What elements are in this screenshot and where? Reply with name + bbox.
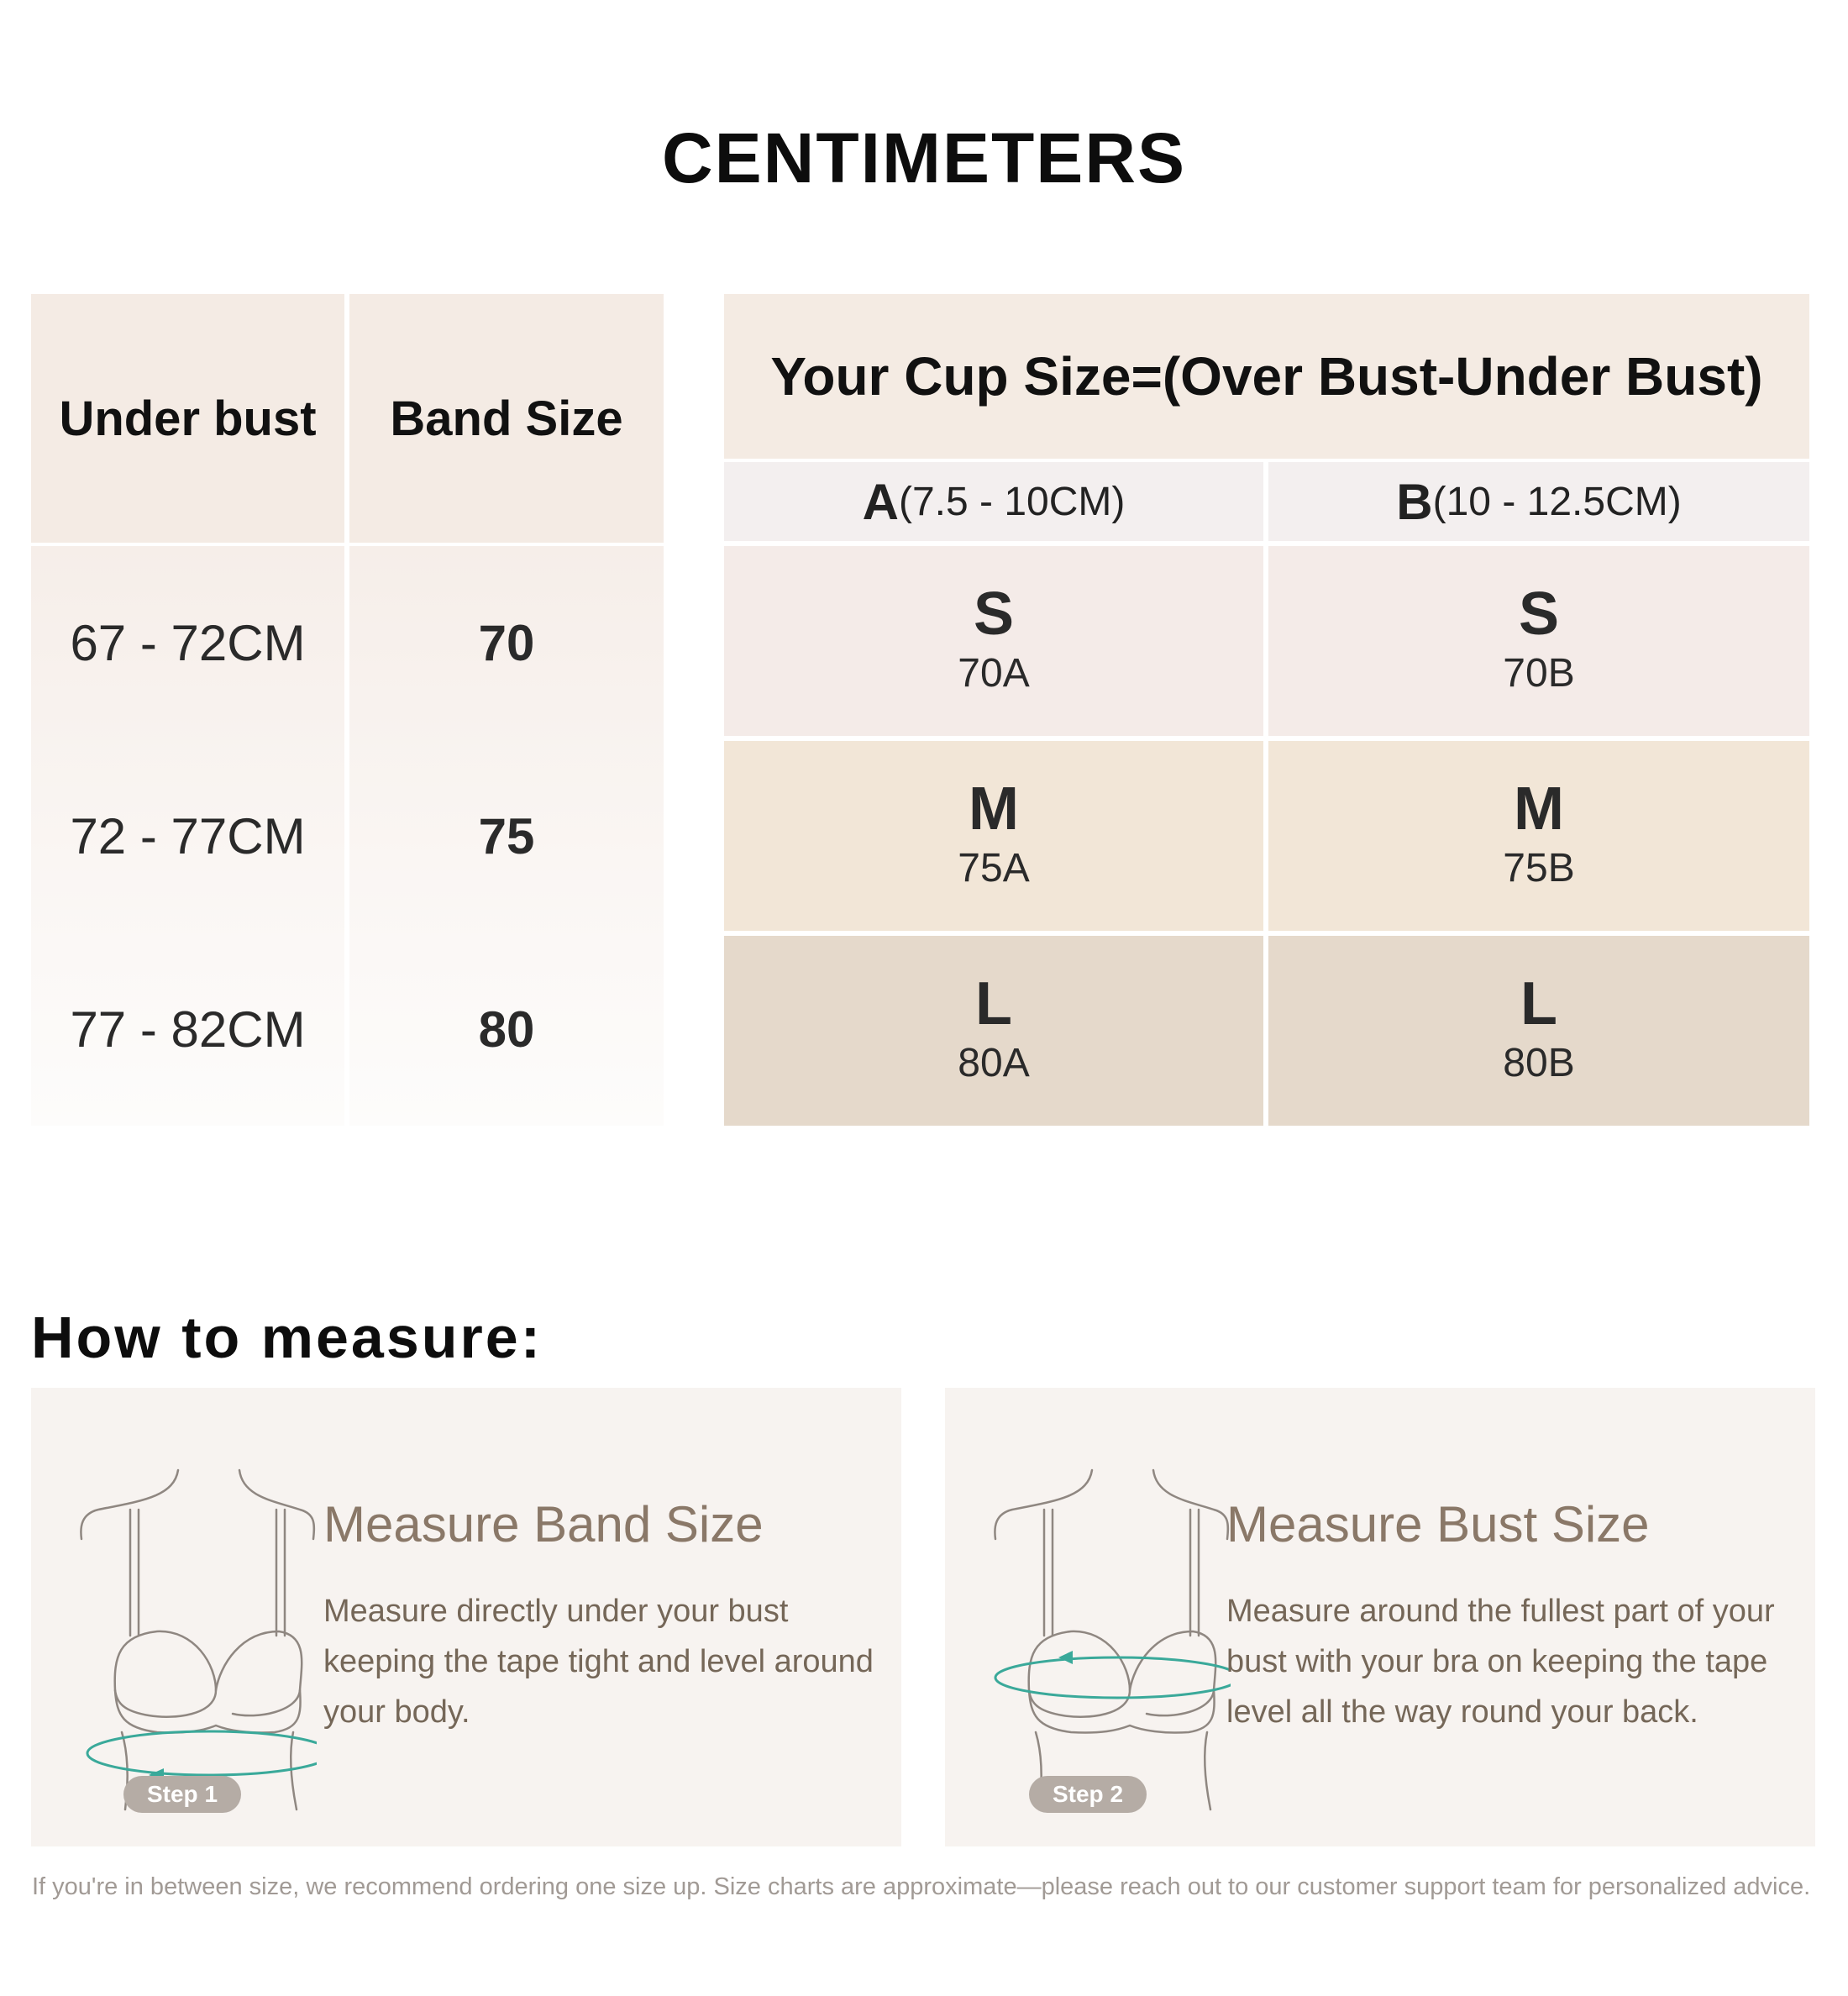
size-code: 75B: [1503, 846, 1575, 890]
size-code: 70B: [1503, 651, 1575, 696]
under-bust-cell: 72 - 77CM: [70, 807, 306, 864]
bra-band-measure-icon: [48, 1463, 317, 1816]
step-badge: Step 2: [1029, 1776, 1147, 1813]
bra-bust-measure-icon: [962, 1463, 1231, 1816]
size-letter: M: [1514, 775, 1564, 843]
band-size-cell: 75: [478, 807, 535, 864]
band-size-column: [349, 546, 664, 1126]
size-code: 70A: [958, 651, 1030, 696]
cup-cell-m-b: [1268, 741, 1809, 931]
cup-range: (10 - 12.5CM): [1432, 479, 1682, 524]
cup-cell-l-a: [724, 936, 1263, 1126]
cup-size-table: [724, 294, 1809, 1126]
cup-cell-l-b: [1268, 936, 1809, 1126]
band-size-table: [31, 294, 664, 1126]
measure-band-card: [31, 1388, 901, 1846]
cup-cell-s-a: [724, 546, 1263, 736]
header-band-size: Band Size: [349, 294, 664, 543]
under-bust-column: [31, 546, 344, 1126]
cup-cell-s-b: [1268, 546, 1809, 736]
card-body: Measure around the fullest part of your bust with your bra on keeping the tape level all the way round your back.: [1226, 1594, 1775, 1730]
cup-size-header: Your Cup Size=(Over Bust-Under Bust): [724, 294, 1809, 459]
size-code: 75A: [958, 846, 1030, 890]
size-code: 80B: [1503, 1041, 1575, 1085]
size-letter: S: [973, 580, 1015, 648]
card-body: Measure directly under your bust keeping the tape tight and level around your body.: [323, 1594, 874, 1730]
size-letter: S: [1518, 580, 1560, 648]
cup-letter: A: [862, 473, 899, 530]
header-under-bust: Under bust: [31, 294, 344, 543]
size-letter: L: [975, 970, 1012, 1037]
measure-bust-card: [945, 1388, 1815, 1846]
footnote: If you're in between size, we recommend ordering one size up. Size charts are approximate—please reach out to our customer support team for personalized advice.: [32, 1873, 1811, 1900]
page-title: CENTIMETERS: [661, 118, 1187, 197]
cup-column-b: [1268, 462, 1809, 541]
how-to-measure-heading: How to measure:: [31, 1305, 543, 1370]
cup-range: (7.5 - 10CM): [898, 479, 1126, 524]
cup-letter: B: [1396, 473, 1433, 530]
band-size-cell: 70: [478, 614, 535, 671]
cup-column-a: [724, 462, 1263, 541]
size-letter: L: [1520, 970, 1557, 1037]
under-bust-cell: 77 - 82CM: [70, 1001, 306, 1058]
card-title: Measure Bust Size: [1226, 1496, 1650, 1552]
step-badge: Step 1: [123, 1776, 241, 1813]
size-code: 80A: [958, 1041, 1030, 1085]
size-letter: M: [969, 775, 1019, 843]
card-title: Measure Band Size: [323, 1496, 764, 1552]
band-size-cell: 80: [478, 1001, 535, 1058]
cup-cell-m-a: [724, 741, 1263, 931]
under-bust-cell: 67 - 72CM: [70, 614, 306, 671]
